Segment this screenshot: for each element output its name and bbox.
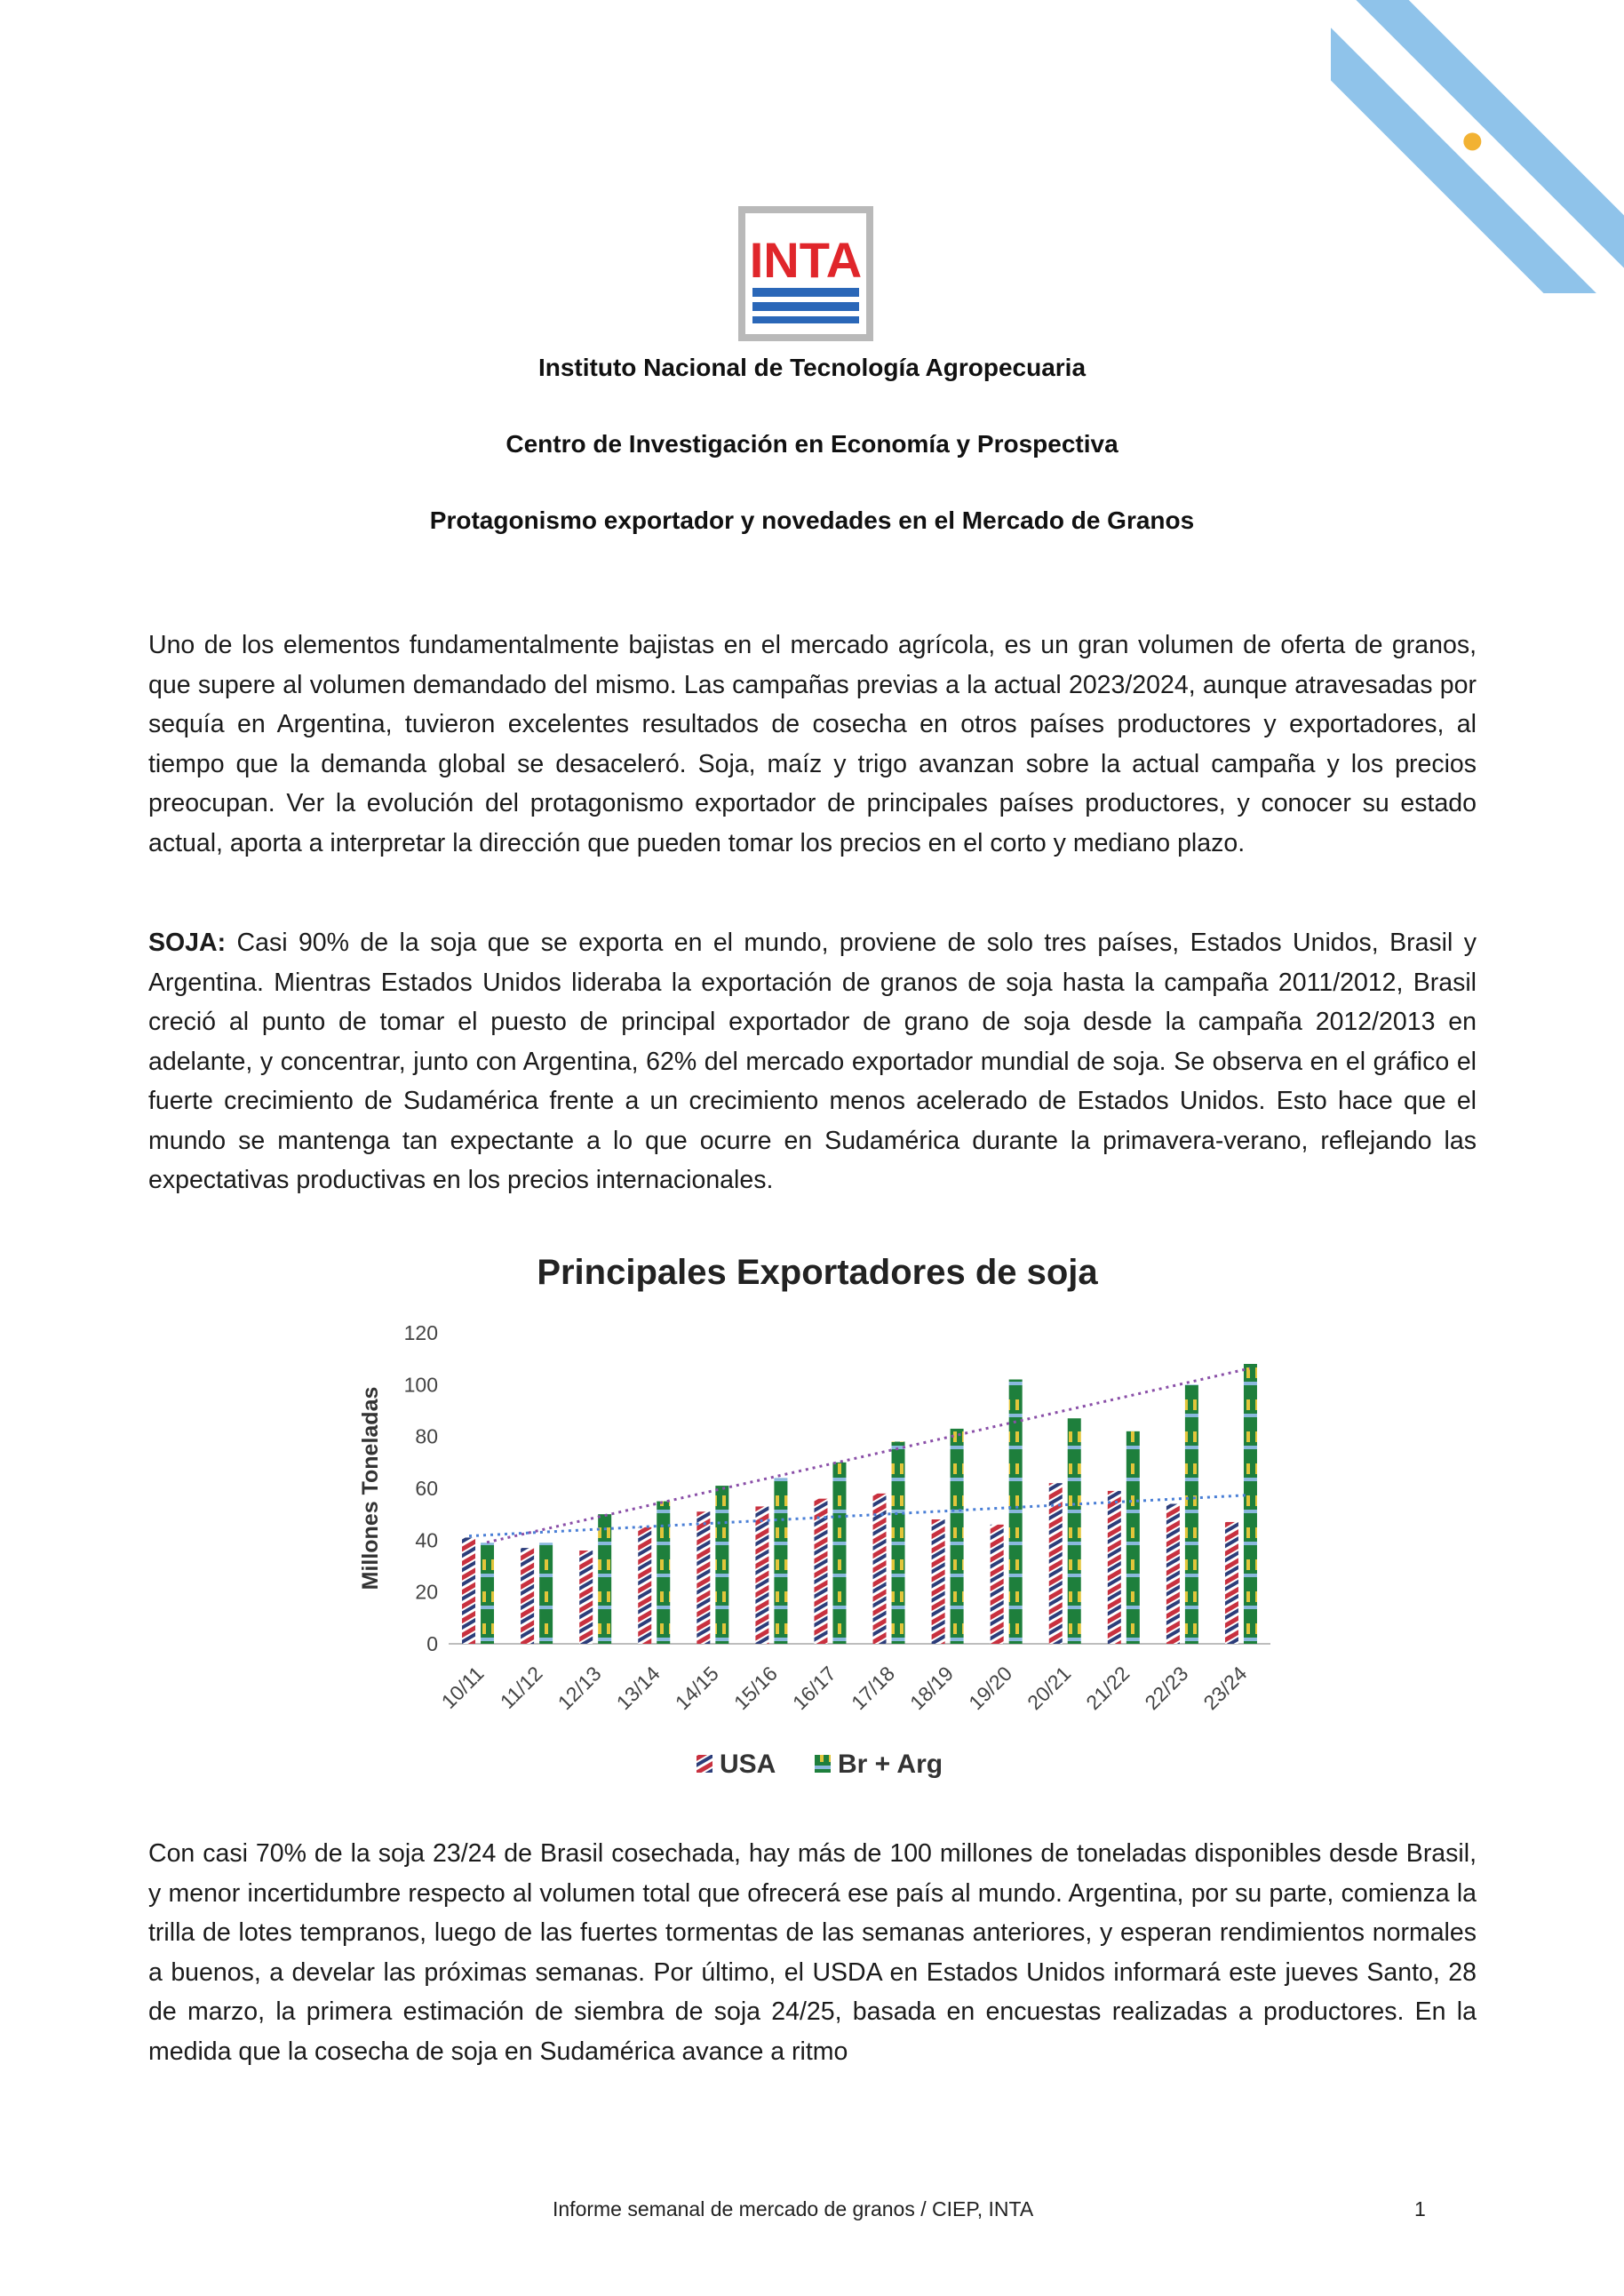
bar-br-arg: [1126, 1431, 1140, 1644]
outlook-paragraph: Con casi 70% de la soja 23/24 de Brasil cosechada, hay más de 100 millones de toneladas disponibles desde Brasil, y menor incertidumbre respecto al volumen total que ofrecerá ese país al mundo. Argentina, por su parte, comienza la trilla de lotes tempranos, luego de las fuertes tormentas de las semanas anteriores, y esperan rendimientos normales a buenos, a develar las próximas semanas. Por último, el USDA en Estados Unidos informará este jueves Santo, 28 de marzo, la primera estimación de siembra de soja 24/25, basada en encuestas realizadas a productores. En la medida que la cosecha de soja en Sudamérica avance a ritmo: [148, 1839, 1477, 2066]
x-tick-label: 15/16: [728, 1662, 782, 1715]
y-tick-label: 0: [426, 1632, 438, 1655]
x-tick-label: 16/17: [787, 1662, 840, 1715]
bar-usa: [1049, 1483, 1063, 1644]
bar-br-arg: [951, 1429, 964, 1644]
x-tick-label: 21/22: [1081, 1662, 1134, 1715]
bar-br-arg: [774, 1478, 787, 1644]
bar-usa: [755, 1506, 768, 1644]
soja-label: SOJA:: [148, 929, 227, 957]
y-tick-label: 40: [415, 1528, 438, 1552]
y-tick-label: 80: [415, 1424, 438, 1448]
x-tick-label: 12/13: [553, 1662, 606, 1715]
x-tick-label: 10/11: [436, 1662, 489, 1714]
bar-br-arg: [892, 1442, 905, 1645]
y-axis-label: Millones Toneladas: [358, 1386, 383, 1590]
bar-br-arg: [1185, 1384, 1198, 1644]
bar-usa: [638, 1527, 651, 1644]
bar-usa: [697, 1511, 710, 1644]
bar-br-arg: [1068, 1418, 1081, 1644]
bar-usa: [1225, 1522, 1238, 1644]
soja-paragraph: [148, 923, 1477, 1200]
bar-usa: [991, 1525, 1004, 1644]
y-tick-label: 100: [403, 1373, 438, 1397]
bar-usa: [579, 1551, 593, 1644]
x-tick-label: 17/18: [846, 1662, 900, 1715]
svg-text:INTA: INTA: [749, 232, 863, 288]
y-tick-label: 20: [415, 1580, 438, 1604]
bar-br-arg: [539, 1543, 553, 1644]
bar-br-arg: [832, 1463, 846, 1644]
legend-label-br-arg: Br + Arg: [838, 1750, 943, 1779]
x-tick-label: 23/24: [1198, 1662, 1252, 1715]
argentina-flag-ribbon: [1331, 0, 1624, 293]
x-tick-label: 18/19: [905, 1662, 959, 1715]
x-tick-label: 11/12: [495, 1662, 547, 1714]
soy-exporters-chart: [338, 1231, 1297, 1799]
x-tick-label: 20/21: [1023, 1662, 1076, 1715]
document-title: Protagonismo exportador y novedades en el Mercado de Granos: [429, 506, 1195, 534]
inta-logo: [738, 206, 873, 341]
bar-usa: [1108, 1491, 1121, 1644]
bar-usa: [462, 1537, 475, 1644]
bar-br-arg: [1244, 1364, 1257, 1644]
bar-usa: [1166, 1504, 1180, 1645]
legend-label-usa: USA: [720, 1750, 776, 1779]
footer-text: Informe semanal de mercado de granos / CIEP, INTA: [553, 2197, 1034, 2220]
soja-text: Casi 90% de la soja que se exporta en el mundo, proviene de solo tres países, Estados Unidos, Brasil y Argentina. Mientras Estados Unidos lideraba la exportación de granos de soja hasta la campaña 2011/2012, Brasil creció al punto de tomar el puesto de principal exportador de grano de soja desde la campaña 2012/2013 en adelante, y concentrar, junto con Argentina, 62% del mercado exportador mundial de soja. Se observa en el gráfico el fuerte crecimiento de Sudamérica frente a un crecimiento menos acelerado de Estados Unidos. Esto hace que el mundo se mantenga tan expectante a lo que ocurre en Sudamérica durante la primavera-verano, reflejando las expectativas productivas en los precios internacionales.: [148, 929, 1477, 1194]
bar-br-arg: [1009, 1380, 1023, 1645]
page-number: 1: [1414, 2197, 1426, 2220]
legend-swatch-usa: [697, 1755, 712, 1773]
bar-usa: [521, 1548, 534, 1644]
bar-usa: [814, 1499, 827, 1644]
bar-br-arg: [657, 1502, 670, 1644]
x-tick-label: 14/15: [670, 1662, 723, 1715]
institution-name: Instituto Nacional de Tecnología Agropecuaria: [537, 354, 1087, 381]
bar-br-arg: [715, 1486, 728, 1644]
chart-title: Principales Exportadores de soja: [537, 1253, 1098, 1292]
bar-usa: [932, 1519, 945, 1644]
bar-br-arg: [598, 1514, 611, 1644]
x-tick-label: 19/20: [964, 1662, 1017, 1715]
center-name: Centro de Investigación en Economía y Prospectiva: [506, 430, 1118, 458]
intro-paragraph: Uno de los elementos fundamentalmente bajistas en el mercado agrícola, es un gran volumen de oferta de granos, que supere al volumen demandado del mismo. Las campañas previas a la actual 2023/2024, aunque atravesadas por sequía en Argentina, tuvieron excelentes resultados de cosecha en otros países productores y exportadores, al tiempo que la demanda global se desaceleró. Soja, maíz y trigo avanzan sobre la actual campaña y los precios preocupan. Ver la evolución del protagonismo exportador de principales países productores, y conocer su estado actual, aporta a interpretar la dirección que pueden tomar los precios en el corto y mediano plazo.: [148, 631, 1477, 857]
bar-br-arg: [481, 1543, 494, 1644]
legend-swatch-br-arg: [815, 1755, 831, 1773]
x-tick-label: 22/23: [1140, 1662, 1193, 1715]
y-tick-label: 120: [403, 1321, 438, 1344]
x-tick-label: 13/14: [611, 1662, 665, 1715]
y-tick-label: 60: [415, 1477, 438, 1500]
